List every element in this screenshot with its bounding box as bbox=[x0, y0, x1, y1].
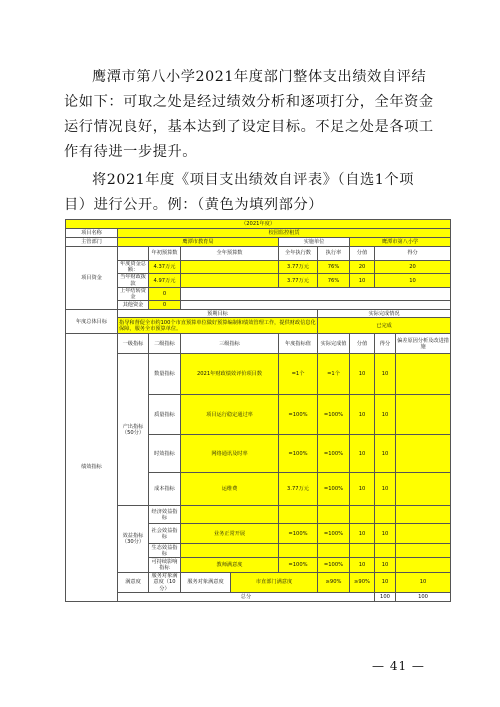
goal-expected-header: 预期目标 bbox=[118, 310, 318, 318]
satis-label: 满意度 bbox=[118, 573, 149, 593]
full-exec-header: 全年执行数 bbox=[279, 247, 318, 261]
output-label: 产出指标（50分） bbox=[118, 354, 149, 506]
social-item: 业务正常开展 bbox=[181, 524, 279, 544]
quality-score: 10 bbox=[375, 395, 396, 435]
quality-target: =100% bbox=[279, 395, 318, 435]
sustain-item: 教师满意度 bbox=[181, 558, 279, 573]
carry-funds-label: 上年结转资金 bbox=[118, 287, 149, 300]
qty-item: 2021年财政绩效评价项目数 bbox=[181, 354, 279, 395]
qty-weight: 10 bbox=[350, 354, 375, 395]
quality-weight: 10 bbox=[350, 395, 375, 435]
satis-target: ≥90% bbox=[318, 573, 350, 593]
qty-label: 数量指标 bbox=[149, 354, 181, 395]
impl: 鹰潭市第八小学 bbox=[350, 238, 451, 247]
total-funds-weight: 20 bbox=[350, 261, 375, 274]
cost-item: 运维费 bbox=[181, 473, 279, 506]
ind-h1: 一级指标 bbox=[118, 334, 149, 354]
ind-h7: 得分 bbox=[375, 334, 396, 354]
cost-label: 成本指标 bbox=[149, 473, 181, 506]
ind-h4: 年度指标值 bbox=[279, 334, 318, 354]
cost-target: 3.77万元 bbox=[279, 473, 318, 506]
ind-h5: 实际完成值 bbox=[318, 334, 350, 354]
total-funds-label: 年度资金总额： bbox=[118, 261, 149, 274]
total-funds-rate: 76% bbox=[318, 261, 350, 274]
sustain-weight: 10 bbox=[350, 558, 375, 573]
qty-target: =1个 bbox=[279, 354, 318, 395]
time-weight: 10 bbox=[350, 435, 375, 473]
dept: 鹰潭市教育局 bbox=[118, 238, 279, 247]
satis-l3: 服务对象满意度 bbox=[181, 573, 231, 593]
total-weight: 100 bbox=[375, 592, 396, 601]
time-actual: =100% bbox=[318, 435, 350, 473]
satis-weight: 10 bbox=[375, 573, 396, 593]
time-score: 10 bbox=[375, 435, 396, 473]
disclosure-paragraph: 将2021年度《项目支出绩效自评表》（自选1个项目）进行公开。例：（黄色为填列部分） bbox=[64, 172, 414, 213]
fiscal-funds-budget: 4.97万元 bbox=[149, 274, 181, 287]
year-title: （2021年度） bbox=[66, 220, 451, 229]
fiscal-funds-label: 当年财政拨款 bbox=[118, 274, 149, 287]
funds-label: 项目资金 bbox=[66, 247, 118, 310]
goal-actual-header: 实际完成情况 bbox=[318, 310, 451, 318]
total-score: 100 bbox=[396, 592, 451, 601]
time-label: 时效指标 bbox=[149, 435, 181, 473]
sustain-target: =100% bbox=[279, 558, 318, 573]
cost-weight: 10 bbox=[350, 473, 375, 506]
carry-funds-budget: 0 bbox=[149, 287, 181, 300]
quality-actual: =100% bbox=[318, 395, 350, 435]
budget-header: 年初预算数 bbox=[149, 247, 181, 261]
fiscal-funds-score: 10 bbox=[375, 274, 451, 287]
cost-score: 10 bbox=[375, 473, 396, 506]
qty-actual: =1个 bbox=[318, 354, 350, 395]
total-funds-score: 20 bbox=[375, 261, 451, 274]
time-target: =100% bbox=[279, 435, 318, 473]
full-budget-header: 全年预算数 bbox=[181, 247, 279, 261]
project-evaluation-table bbox=[65, 219, 450, 602]
quality-item: 项目运行稳定通过率 bbox=[181, 395, 279, 435]
ind-h8: 偏差原因分析及改进措施 bbox=[396, 334, 451, 354]
fiscal-funds-weight: 10 bbox=[350, 274, 375, 287]
project-name-label: 项目名称 bbox=[66, 229, 118, 238]
satis-actual: ≥90% bbox=[350, 573, 375, 593]
benefit-label: 效益指标（30分） bbox=[118, 506, 149, 573]
conclusion-paragraph: 鹰潭市第八小学2021年度部门整体支出绩效自评结论如下：可取之处是经过绩效分析和逐项打分，全年资金运行情况良好，基本达到了设定目标。不足之处是各项工作有待进一步提升。 bbox=[64, 69, 434, 160]
cost-actual: =100% bbox=[318, 473, 350, 506]
goal-label: 年度总体目标 bbox=[66, 310, 118, 334]
score-header: 得分 bbox=[375, 247, 451, 261]
exec-rate-header: 执行率 bbox=[318, 247, 350, 261]
other-funds-budget: 0 bbox=[149, 301, 181, 310]
time-item: 网络通讯及时率 bbox=[181, 435, 279, 473]
other-funds-label: 其他资金 bbox=[118, 301, 149, 310]
social-score: 10 bbox=[375, 524, 396, 544]
weight-header: 分值 bbox=[350, 247, 375, 261]
sustain-score: 10 bbox=[375, 558, 396, 573]
social-actual: =100% bbox=[318, 524, 350, 544]
ind-h2: 二级指标 bbox=[149, 334, 181, 354]
econ-label: 经济效益指标 bbox=[149, 506, 181, 524]
social-label: 社会效益指标 bbox=[149, 524, 181, 544]
qty-score: 10 bbox=[375, 354, 396, 395]
goal-actual: 已完成 bbox=[318, 318, 451, 334]
sustain-actual: =100% bbox=[318, 558, 350, 573]
eco-label: 生态效益指标 bbox=[149, 544, 181, 558]
social-weight: 10 bbox=[350, 524, 375, 544]
satis-score: 10 bbox=[396, 573, 451, 593]
total-funds-budget: 4.37万元 bbox=[149, 261, 181, 274]
goal-expected: 指导和督促全市约100个市直预算单位做好预算编制和绩效管理工作，提供财政信息化保障，服务全市预算单位。 bbox=[119, 319, 316, 332]
sustain-label: 可持续影响指标 bbox=[149, 558, 181, 573]
total-label: 总分 bbox=[118, 592, 375, 601]
ind-h3: 三级指标 bbox=[181, 334, 279, 354]
dept-label: 主管部门 bbox=[66, 238, 118, 247]
ind-h6: 分值 bbox=[350, 334, 375, 354]
perf-label: 绩效指标 bbox=[66, 334, 118, 602]
page-number: — 41 — bbox=[372, 659, 425, 673]
social-target: =100% bbox=[279, 524, 318, 544]
quality-label: 质量指标 bbox=[149, 395, 181, 435]
fiscal-funds-exec: 3.77万元 bbox=[279, 274, 318, 287]
project-name: 校园监控租赁 bbox=[118, 229, 451, 238]
impl-label: 实施单位 bbox=[279, 238, 350, 247]
fiscal-funds-rate: 76% bbox=[318, 274, 350, 287]
total-funds-exec: 3.77万元 bbox=[279, 261, 318, 274]
satis-l2: 服务对象满意度（10分） bbox=[149, 573, 181, 593]
satis-item: 市直部门满意度 bbox=[231, 573, 318, 593]
